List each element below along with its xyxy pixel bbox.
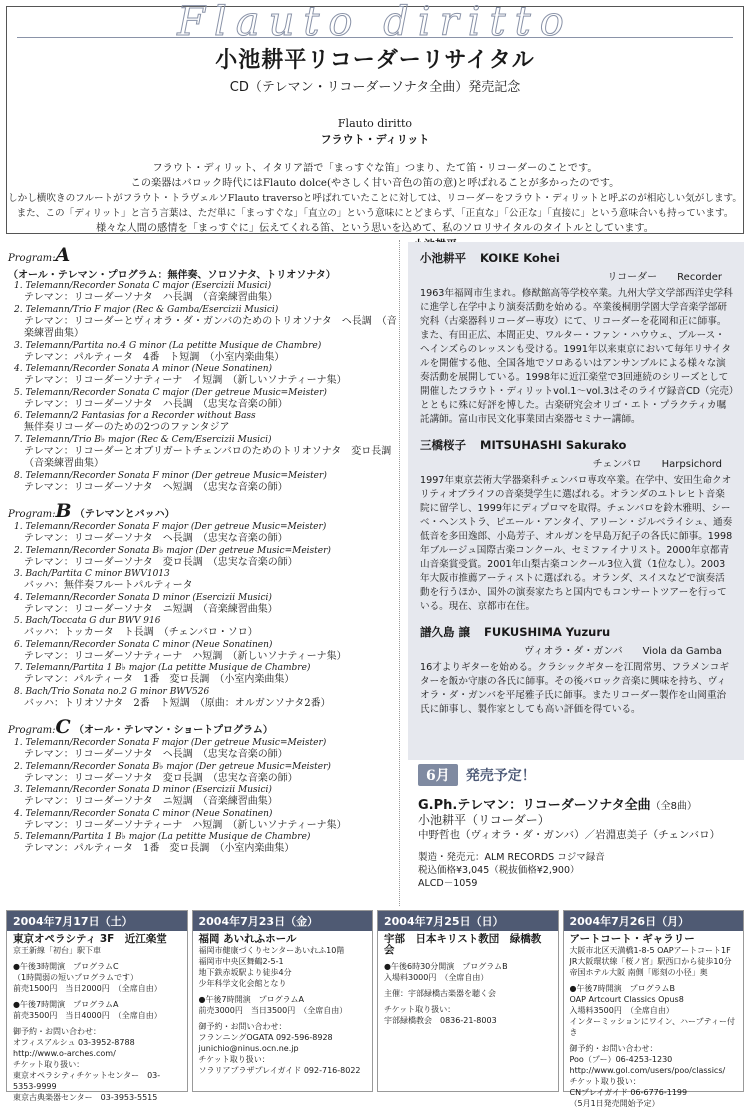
piece-title-ja: バッハ：無伴奏フルートパルティータ <box>24 580 193 591</box>
concert-line: 御予約・お問い合わせ： <box>569 1044 658 1053</box>
program-item <box>14 616 399 640</box>
release-month-badge: 6月 <box>418 764 458 786</box>
name-ja: 三橋桜子 <box>420 438 466 452</box>
piece-title-en: 1. Telemann/Recorder Sonata F major (Der getreue Music=Meister) <box>14 738 327 748</box>
program-item <box>14 832 399 856</box>
concert-line: OAP Artcourt Classics Opus8 <box>569 995 684 1004</box>
piece-title-en: 3. Bach/Partita C minor BWV1013 <box>14 569 170 579</box>
release-notice: 発売予定！ <box>465 768 536 784</box>
cd-price: 税込価格¥3,045（税抜価格¥2,900） <box>418 865 580 876</box>
program-letter: B <box>55 500 72 522</box>
program-letter: A <box>55 244 71 266</box>
concert-date: 2004年7月26日（月） <box>564 911 744 931</box>
program-heading <box>8 244 399 281</box>
program-heading <box>8 500 399 522</box>
program-c <box>8 716 399 856</box>
bio-text: 1963年福岡市生まれ。修猷館高等学校卒業。九州大学文学部西洋史学科に進学し在学中より演奏活動を始める。卒業後桐朋学園大学音楽学部研究科（古楽器科リコーダー専攻）にて、リコーダーを花岡和正に師事。また、有田正広、本間正史、ワルター・ファン・ハウウェ、ブルース・ヘインズらのレッスンも受ける。1991年以来東京において毎年リサイタルを開催する他、全国各地でソロあるいはアンサンブルによる様々な演奏活動を展開している。1998年に近江楽堂で3回連続のシリーズとして開催したフラウト・ディリットvol.1～vol.3はそのライヴ録音CD（完売）とともに殊に好評を博した。古楽研究会オリゴ・エト・プラクティカ嘱託講師。富山市民文化事業団古楽器セミナー講師。 <box>420 288 734 425</box>
piece-title-ja: テレマン：リコーダーソナタ ハ長調 （音楽練習曲集） <box>24 292 278 303</box>
piece-title-en: 8. Bach/Trio Sonata no.2 G minor BWV526 <box>14 686 210 697</box>
piece-title-ja: テレマン：リコーダーとオブリガートチェンバロのためのトリオソナタ 変ロ長調 （音楽練習曲集） <box>24 445 402 469</box>
program-item <box>14 663 399 687</box>
cd-track-count: （全8曲） <box>650 801 698 812</box>
piece-title-en: 2. Telemann/Recorder Sonata B♭ major (Der getreue Music=Meister) <box>14 761 331 772</box>
cd-title <box>418 794 734 813</box>
concert-venue: アートコート・ギャラリー <box>569 933 695 945</box>
flauto-diritto-latin: Flauto diritto <box>337 117 413 130</box>
concert-line: ●午後7時開演 プログラムB <box>569 984 675 993</box>
concert-line: 前売3500円 当日4000円 （全席自由） <box>13 1011 162 1020</box>
program-item <box>14 522 399 546</box>
program-item <box>14 785 399 809</box>
concert-line: 御予約・お問い合わせ： <box>198 1022 287 1031</box>
intro-line: また、この「ディリット」と言う言葉は、ただ単に「まっすぐな」「直立の」という意味にとどまらず、「正直な」「公正な」「直接に」という意味合いも持っています。 <box>16 208 734 219</box>
concert-details <box>7 931 187 1106</box>
concert-box <box>563 910 745 1108</box>
program-item <box>14 305 399 341</box>
concert-line: 御予約・お問い合わせ： <box>13 1027 101 1036</box>
program-item <box>14 434 402 471</box>
intro-line: この楽器はバロック時代にはFlauto dolce(やさしく甘い音色の笛の意)と呼ばれることが多かったのです。 <box>130 178 620 189</box>
cd-release <box>408 760 744 908</box>
program-label: Program: <box>8 509 56 520</box>
piece-title-ja: テレマン：リコーダーソナティーナ イ短調 （新しいソナティーナ集） <box>24 375 347 386</box>
piece-title-en: 5. Telemann/Partita 1 B♭ major (La petitte Musique de Chambre) <box>14 832 311 842</box>
performer-name <box>420 624 734 640</box>
concert-line: 地下鉄赤坂駅より徒歩4分 <box>198 968 292 977</box>
performer-role: チェンバロ Harpsichord <box>592 459 722 470</box>
program-item <box>14 388 399 412</box>
piece-title-en: 2. Telemann/Trio F major (Rec & Gamba/Esercizii Musici) <box>14 304 279 315</box>
piece-title-ja: テレマン：リコーダーソナタ ヘ長調 （忠実な音楽の師） <box>24 749 288 760</box>
concert-line: JR大阪環状線「桜ノ宮」駅西口から徒歩10分 <box>569 957 732 966</box>
concert-venue: 東京オペラシティ 3F 近江楽堂 <box>13 933 167 945</box>
program-item <box>14 738 399 762</box>
program-item <box>14 341 399 365</box>
performer-role: リコーダー Recorder <box>607 272 722 283</box>
name-roman: MITSUHASHI Sakurako <box>480 438 627 452</box>
name-ja: 譜久島 譲 <box>420 625 471 639</box>
piece-title-ja: テレマン：リコーダーソナティーナ ハ短調 （新しいソナティーナ集） <box>24 819 347 831</box>
cd-label: 製造・発売元：ALM RECORDS コジマ録音 <box>418 852 605 863</box>
piece-title-en: 7. Telemann/Partita 1 B♭ major (La petitte Musique de Chambre) <box>14 663 311 673</box>
bio-text: 1997年東京芸術大学器楽科チェンバロ専攻卒業。在学中、安田生命クオリティオブライフの音楽奨学生に選ばれる。オランダのユトレヒト音楽院に留学し、1999年にディプロマを取得。チェンバロを鈴木雅明、シーベ・ヘンストラ、ピエール・アンタイ、アリーン・ジルベライシュ、通奏低音を多田逸郎、小島芳子、オルガンを早島万紀子の各氏に師事。1998年ブルージュ国際古楽コンクール、セミファイナリスト。2000年京都青山音楽賞受賞。2001年山梨古楽コンクール3位入賞（1位なし）。2003年大阪市推薦アーティストに選ばれる。オランダ、スイスなどで演奏活動を行うほか、国外の演奏家たちと国内でもコンサートツアーを行っている。現在、京都市在住。 <box>420 475 733 612</box>
concert-line: CNプレイガイド 06-6776-1199 <box>569 1088 688 1097</box>
piece-title-ja: 無伴奏リコーダーのための2つのファンタジア <box>24 422 230 433</box>
concert-line: junichio@ninus.ocn.ne.jp <box>198 1044 299 1053</box>
piece-title-ja: テレマン：リコーダーソナタ ハ長調 （忠実な音楽の師） <box>24 398 288 410</box>
piece-title-en: 5. Telemann/Recorder Sonata C major (Der getreue Music=Meister) <box>14 387 327 398</box>
bio-text: 16才よりギターを始める。クラシックギターを江間常男、フラメンコギターを飯か守康の各氏に師事。その後バロック音楽に興味を持ち、ヴィオラ・ダ・ガンバを平尾雅子氏に師事。またリコーダー製作を山岡重治氏に師事し、製作家としても高い評価を得ている。 <box>420 662 729 715</box>
piece-title-en: 6. Telemann/2 Fantasias for a Recorder without Bass <box>14 411 256 421</box>
concert-line: チケット取り扱い： <box>384 1005 456 1014</box>
piece-title-en: 7. Telemann/Trio B♭ major (Rec & Cem/Esercizii Musici) <box>14 434 272 445</box>
piece-title-en: 4. Telemann/Recorder Sonata A minor (Neue Sonatinen) <box>14 364 273 374</box>
piece-title-ja: テレマン：パルティータ 1番 変ロ長調 （小室内楽曲集） <box>24 674 295 685</box>
recital-subtitle: CD（テレマン・リコーダーソナタ全曲）発売記念 <box>229 80 521 95</box>
performer-name <box>420 437 734 453</box>
piece-title-en: 3. Telemann/Recorder Sonata D minor (Esercizii Musici) <box>14 785 272 795</box>
piece-title-ja: テレマン：リコーダーソナタ ニ短調 （音楽練習曲集） <box>24 796 278 807</box>
program-item <box>14 471 399 495</box>
program-item <box>14 281 399 305</box>
performer-name <box>420 250 734 266</box>
piece-title-en: 1. Telemann/Recorder Sonata C major (Esercizii Musici) <box>14 281 272 291</box>
piece-title-en: 6. Telemann/Recorder Sonata C minor (Neue Sonatinen) <box>14 639 273 650</box>
concert-details <box>564 931 744 1112</box>
program-desc: （テレマンとバッハ） <box>74 509 175 520</box>
program-item <box>14 593 399 617</box>
concert-line: 宇部緑橋教会 0836-21-8003 <box>384 1016 497 1025</box>
piece-title-ja: テレマン：リコーダーソナタ ヘ短調 （忠実な音楽の師） <box>24 481 288 493</box>
concert-line: 少年科学文化会館となり <box>198 979 287 988</box>
concert-line: ●午後6時30分開演 プログラムB <box>384 962 508 971</box>
piece-title-en: 8. Telemann/Recorder Sonata F minor (Der getreue Music=Meister) <box>14 470 327 481</box>
program-a <box>8 244 402 494</box>
piece-title-ja: テレマン：リコーダーソナタ ニ短調 （音楽練習曲集） <box>24 603 278 615</box>
cd-info <box>418 851 734 890</box>
program-item <box>14 687 399 711</box>
concert-box <box>6 910 188 1102</box>
concert-dates <box>6 910 744 1108</box>
intro-line: フラウト・ディリット、イタリア語で「まっすぐな笛」つまり、たて笛・リコーダーのことです。 <box>152 163 598 174</box>
performer-bios <box>408 242 744 760</box>
intro-text <box>7 161 743 236</box>
concert-line: 帝国ホテル大阪 南側「彫刻の小径」奥 <box>569 968 708 977</box>
header <box>6 0 744 234</box>
program-item <box>14 569 399 593</box>
program-item <box>14 640 399 664</box>
concert-box <box>377 910 559 1092</box>
concert-line: フランニングOGATA 092-596-8928 <box>198 1033 333 1042</box>
concert-line: チケット取り扱い： <box>569 1077 641 1086</box>
title-rule <box>17 37 733 38</box>
piece-title-ja: テレマン：パルティータ 1番 変ロ長調 （小室内楽曲集） <box>24 843 295 854</box>
program-desc: （オール・テレマン・ショートプログラム） <box>73 725 273 736</box>
program-desc: （オール・テレマン・プログラム：無伴奏、ソロソナタ、トリオソナタ） <box>8 270 336 281</box>
concert-line: 入場料3000円 （全席自由） <box>384 973 489 982</box>
concert-line: ●午後7時開演 プログラムA <box>13 1000 119 1009</box>
intro-line: 様々な人間の感情を「まっすぐに」伝えてくれる笛、という思いを込めて、私のソロリサイタルのタイトルとしています。 <box>96 223 654 234</box>
concert-line: 入場料3500円 （全席自由） <box>569 1006 674 1015</box>
concert-box <box>192 910 374 1092</box>
piece-title-ja: バッハ：トッカータ ト長調 （チェンバロ・ソロ） <box>24 627 258 638</box>
cd-performer: 小池耕平（リコーダー） <box>418 813 550 827</box>
bio-mitsuhashi <box>420 437 734 614</box>
concert-line: 東京古典楽器センター 03-3953-5515 <box>13 1093 158 1102</box>
piece-title-ja: テレマン：リコーダーとヴィオラ・ダ・ガンバのためのトリオソナタ ヘ長調 （音楽練習曲集） <box>24 315 397 339</box>
concert-line: チケット取り扱い： <box>198 1055 270 1064</box>
program-b <box>8 500 399 710</box>
concert-line: 大阪市北区天満橋1-8-5 OAPアートコート1F <box>569 946 731 955</box>
concert-venue: 福岡 あいれふホール <box>198 933 297 945</box>
concert-line: （1時間弱の短いプログラムです） <box>13 973 139 982</box>
program-label: Program: <box>8 253 56 264</box>
piece-title-ja: バッハ：トリオソナタ 2番 ト短調 （原曲：オルガンソナタ2番） <box>24 697 331 709</box>
intro-line: しかし横吹きのフルートがフラウト・トラヴェルソFlauto traversoと呼ばれていたことに対しては、リコーダーをフラウト・ディリットと呼ぶのが相応しい気がします。 <box>8 193 742 204</box>
piece-title-en: 5. Bach/Toccata G dur BWV 916 <box>14 616 161 626</box>
piece-title-en: 1. Telemann/Recorder Sonata F major (Der getreue Music=Meister) <box>14 522 327 532</box>
concert-line: http://www.o-arches.com/ <box>13 1049 116 1058</box>
program-heading <box>8 716 399 738</box>
program-letter: C <box>55 716 71 738</box>
concert-line: 前売3000円 当日3500円 （全席自由） <box>198 1006 348 1015</box>
piece-title-en: 4. Telemann/Recorder Sonata C minor (Neue Sonatinen) <box>14 808 273 819</box>
concert-venue: 宇部 日本キリスト教団 緑橋教会 <box>384 933 542 956</box>
concert-line: （5月1日発売開始予定） <box>569 1099 660 1108</box>
program-item <box>14 364 399 388</box>
concert-line: 主催：宇部緑橋古楽器を聴く会 <box>384 989 496 998</box>
flauto-diritto-kana: フラウト・ディリット <box>320 133 430 146</box>
program-item <box>14 809 399 833</box>
piece-title-ja: テレマン：リコーダーソナティーナ ハ短調 （新しいソナティーナ集） <box>24 650 347 662</box>
piece-title-ja: テレマン：リコーダーソナタ 変ロ長調 （忠実な音楽の師） <box>24 556 298 568</box>
concert-date: 2004年7月25日（日） <box>378 911 558 931</box>
concert-line: Poo（プー）06-4253-1230 <box>569 1055 673 1064</box>
program-item <box>14 411 399 435</box>
concert-line: 前売1500円 当日2000円 （全席自由） <box>13 984 162 993</box>
concert-line: 福岡市中央区舞鶴2-5-1 <box>198 957 284 966</box>
concert-line: ●午後3時開演 プログラムC <box>13 962 119 971</box>
concert-line: 福岡市健康づくりセンターあいれふ10階 <box>198 946 345 955</box>
cd-release-heading <box>418 764 734 786</box>
concert-line: ●午後7時開演 プログラムA <box>198 995 304 1004</box>
cd-title-text: G.Ph.テレマン：リコーダーソナタ全曲 <box>418 798 651 813</box>
concert-line: インターミッションにワイン、ハーブティー付き <box>569 1017 735 1037</box>
concert-date: 2004年7月17日（土） <box>7 911 187 931</box>
programs-column <box>8 240 400 906</box>
bio-koike <box>420 250 734 427</box>
cd-performer: 中野哲也（ヴィオラ・ダ・ガンバ）／岩淵恵美子（チェンバロ） <box>418 829 721 841</box>
concert-details <box>193 931 373 1079</box>
program-label: Program: <box>8 725 56 736</box>
concert-line: 東京オペラシティチケットセンター 03-5353-9999 <box>13 1071 161 1091</box>
name-ja: 小池耕平 <box>420 251 466 265</box>
piece-title-en: 4. Telemann/Recorder Sonata D minor (Esercizii Musici) <box>14 592 272 603</box>
performer-role: ヴィオラ・ダ・ガンバ Viola da Gamba <box>523 646 722 657</box>
concert-line: オフィスアルシュ 03-3952-8788 <box>13 1038 135 1047</box>
program-item <box>14 546 399 570</box>
piece-title-ja: テレマン：リコーダーソナタ ヘ長調 （忠実な音楽の師） <box>24 533 288 544</box>
name-roman: KOIKE Kohei <box>480 251 560 265</box>
piece-title-ja: テレマン：パルティータ 4番 ト短調 （小室内楽曲集） <box>24 351 285 363</box>
flauto-diritto-title: Flauto diritto <box>177 0 573 45</box>
program-item <box>14 762 399 786</box>
concert-line: http://www.gol.com/users/poo/classics/ <box>569 1066 726 1075</box>
concert-details <box>378 931 558 1029</box>
bio-fukushima <box>420 624 734 717</box>
concert-line: チケット取り扱い： <box>13 1060 85 1069</box>
cd-catalog-number: ALCD－1059 <box>418 878 478 889</box>
piece-title-en: 3. Telemann/Partita no.4 G minor (La petitte Musique de Chambre) <box>14 340 322 351</box>
piece-title-en: 2. Telemann/Recorder Sonata B♭ major (Der getreue Music=Meister) <box>14 545 331 556</box>
concert-line: 京王新線「初台」駅下車 <box>13 946 101 955</box>
piece-title-ja: テレマン：リコーダーソナタ 変ロ長調 （忠実な音楽の師） <box>24 772 298 784</box>
recital-title: 小池耕平リコーダーリサイタル <box>215 48 535 73</box>
name-roman: FUKUSHIMA Yuzuru <box>484 625 611 639</box>
concert-date: 2004年7月23日（金） <box>193 911 373 931</box>
concert-line: ソラリアプラザプレイガイド 092-716-8022 <box>198 1066 361 1075</box>
